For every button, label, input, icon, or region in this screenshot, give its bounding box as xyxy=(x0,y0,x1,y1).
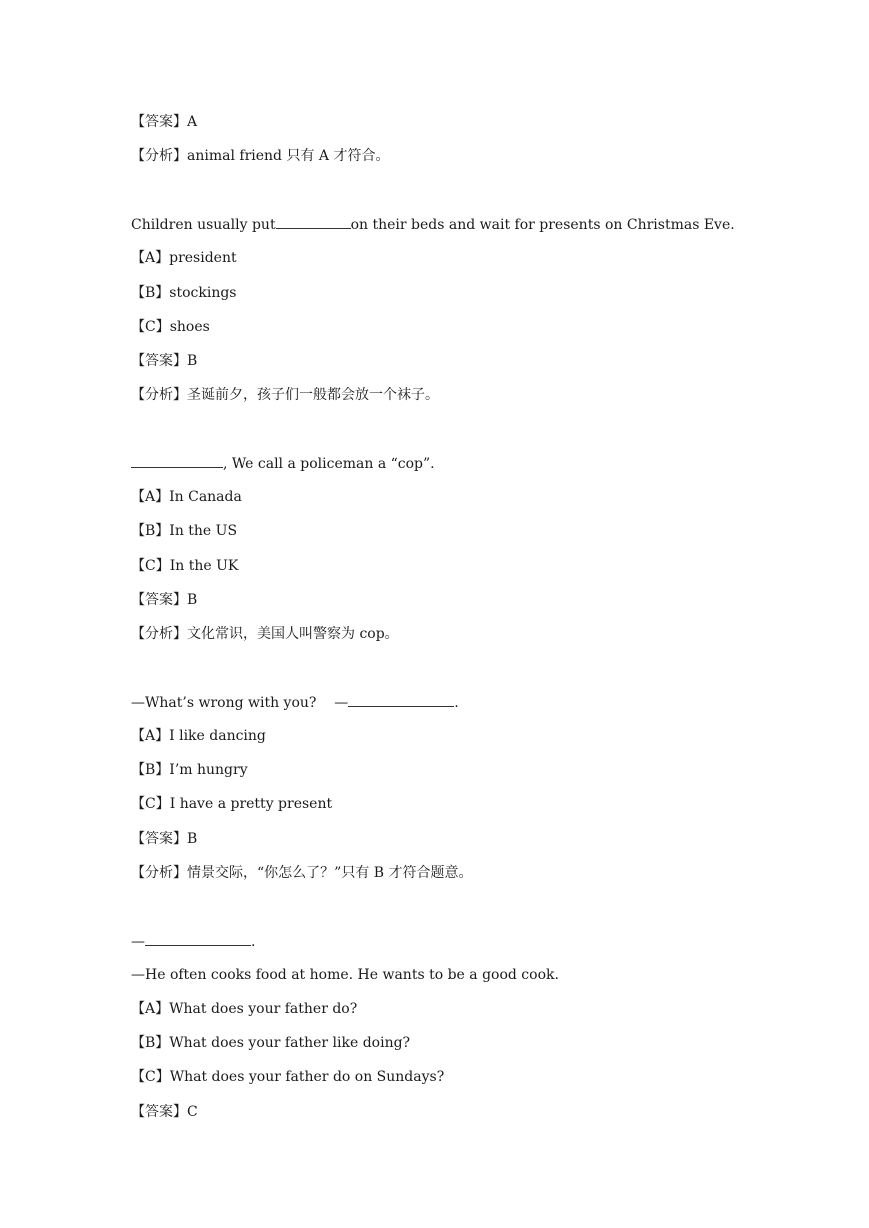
option-line: 【B】stockings xyxy=(131,285,237,301)
option-line: 【B】I’m hungry xyxy=(131,762,248,778)
question-text-after: . xyxy=(454,695,459,711)
question-line xyxy=(131,214,735,235)
answer-blank xyxy=(131,453,223,468)
analysis-line: 【分析】animal friend 只有 A 才符合。 xyxy=(131,148,390,164)
option-line: 【A】What does your father do? xyxy=(131,1001,358,1017)
answer-line: 【答案】A xyxy=(131,114,198,130)
analysis-line: 【分析】文化常识，美国人叫警察为 cop。 xyxy=(131,626,399,642)
option-line: 【C】In the UK xyxy=(131,558,239,574)
question-line xyxy=(131,453,435,474)
question-line xyxy=(131,931,255,952)
option-line: 【C】shoes xyxy=(131,319,210,335)
answer-line: 【答案】B xyxy=(131,592,198,608)
question-text-after: . xyxy=(251,934,256,950)
answer-blank xyxy=(276,214,351,229)
answer-line: 【答案】B xyxy=(131,353,198,369)
question-text-after: on their beds and wait for presents on Christmas Eve. xyxy=(350,217,735,233)
option-line: 【B】In the US xyxy=(131,523,238,539)
question-line xyxy=(131,692,459,713)
answer-line: 【答案】C xyxy=(131,1104,198,1120)
answer-blank xyxy=(145,931,251,946)
option-line: 【A】I like dancing xyxy=(131,728,266,744)
answer-blank xyxy=(348,692,454,707)
option-line: 【C】I have a pretty present xyxy=(131,796,333,812)
question-text-before: —What’s wrong with you? — xyxy=(131,695,349,711)
analysis-line: 【分析】圣诞前夕，孩子们一般都会放一个袜子。 xyxy=(131,387,439,403)
option-line: 【C】What does your father do on Sundays? xyxy=(131,1069,445,1085)
question-text-before: Children usually put xyxy=(131,217,276,233)
option-line: 【A】president xyxy=(131,250,237,266)
answer-line: 【答案】B xyxy=(131,831,198,847)
question-text-before: — xyxy=(131,934,145,950)
analysis-line: 【分析】情景交际，“你怎么了？”只有 B 才符合题意。 xyxy=(131,865,473,881)
option-line: 【B】What does your father like doing? xyxy=(131,1035,411,1051)
option-line: 【A】In Canada xyxy=(131,489,242,505)
question-text-after: , We call a policeman a “cop”. xyxy=(223,456,435,472)
question-line: —He often cooks food at home. He wants to be a good cook. xyxy=(131,967,559,983)
